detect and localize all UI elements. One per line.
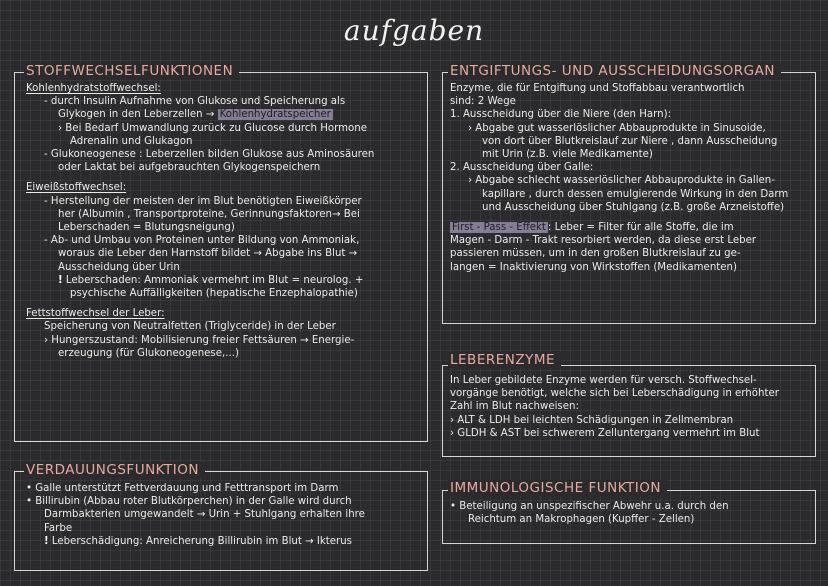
immunologische-content bbox=[450, 500, 812, 526]
fs-line: erzeugung (für Glukoneogenese,...) bbox=[58, 347, 239, 359]
entgiftung-line: mit Urin (z.B. viele Medikamente) bbox=[482, 149, 653, 161]
ew-line bbox=[26, 274, 422, 287]
highlight-first-pass: First - Pass - Effekt bbox=[452, 222, 546, 234]
verdauung-line: Darmbakterien umgewandelt → Urin + Stuhlgang erhalten ihre bbox=[44, 509, 365, 521]
leberenzyme-heading: LEBERENZYME bbox=[448, 352, 561, 368]
fs-line: › Hungerszustand: Mobilisierung freier Fettsäuren → Energie- bbox=[44, 334, 355, 346]
entgiftung-heading: ENTGIFTUNGS- UND AUSSCHEIDUNGSORGAN bbox=[448, 63, 781, 79]
entgiftung-line: und Ausscheidung über Stuhlgang (z.B. große Arzneistoffe) bbox=[482, 201, 785, 213]
highlight-kohlenhydratspeicher: Kohlenhydratspeicher bbox=[219, 109, 331, 121]
kh-title: Kohlenhydratstoffwechsel: bbox=[26, 83, 161, 94]
entgiftung-line: 1. Ausscheidung über die Niere (den Harn): bbox=[450, 109, 672, 121]
leberenzyme-line: vorgänge benötigt, welche sich bei Leberschädigung in erhöhter bbox=[450, 388, 779, 400]
entgiftung-line: Enzyme, die für Entgiftung und Stoffabbau verantwortlich bbox=[450, 83, 745, 94]
entgiftung-line: 2. Ausscheidung über Galle: bbox=[450, 162, 594, 174]
ew-line: Ausscheidung über Urin bbox=[58, 261, 180, 273]
ew-warn-text: Leberschaden: Ammoniak vermehrt im Blut = neurolog. + bbox=[65, 274, 364, 286]
entgiftung-content bbox=[450, 82, 812, 274]
verdauung-line: Farbe bbox=[44, 522, 73, 534]
verdauung-line: • Galle unterstützt Fettverdauung und Fetttransport im Darm bbox=[26, 483, 339, 494]
immunologische-line: Reichtum an Makrophagen (Kupffer - Zellen) bbox=[468, 514, 695, 526]
kh-line bbox=[26, 108, 422, 121]
ew-line: Leberschaden = Blutungsneigung) bbox=[58, 222, 235, 234]
ew-line: her (Albumin , Transportproteine, Gerinnungsfaktoren→ Bei bbox=[58, 208, 360, 220]
leberenzyme-line: › ALT & LDH bei leichten Schädigungen in Zellmembran bbox=[450, 414, 734, 426]
ew-line: - Ab- und Umbau von Proteinen unter Bildung von Ammoniak, bbox=[44, 235, 360, 247]
entgiftung-line: › Abgabe gut wasserlöslicher Abbauprodukte in Sinusoide, bbox=[468, 122, 766, 134]
exclamation-icon: ! bbox=[44, 535, 49, 547]
immunologische-line: • Beteiligung an unspezifischer Abwehr u.a. durch den bbox=[450, 501, 729, 512]
leberenzyme-line: In Leber gebildete Enzyme werden für versch. Stoffwechsel- bbox=[450, 375, 757, 386]
first-pass-line: Magen - Darm - Trakt resorbiert werden, da diese erst Leber bbox=[450, 235, 757, 247]
first-pass-line: passieren müssen, um in den großen Blutkreislauf zu ge- bbox=[450, 248, 741, 260]
kh-line: - Glukoneogenese : Leberzellen bilden Glukose aus Aminosäuren bbox=[44, 149, 375, 161]
kh-line-text: Glykogen in den Leberzellen → bbox=[58, 109, 215, 121]
entgiftung-line: sind: 2 Wege bbox=[450, 96, 516, 108]
ew-line: woraus die Leber den Harnstoff bildet → Abgabe ins Blut → bbox=[58, 248, 358, 260]
entgiftung-line: von dort über Blutkreislauf zur Niere , dann Ausscheidung bbox=[482, 135, 778, 147]
fs-line: Speicherung von Neutralfetten (Triglyceride) in der Leber bbox=[44, 321, 336, 333]
ew-line: psychische Auffälligkeiten (hepatische Enzephalopathie) bbox=[70, 288, 358, 300]
verdauung-line: • Billirubin (Abbau roter Blutkörperchen) in der Galle wird durch bbox=[26, 496, 352, 508]
ew-line: - Herstellung der meisten der im Blut benötigten Eiweißkörper bbox=[44, 195, 362, 207]
first-pass-line: langen = Inaktivierung von Wirkstoffen (Medikamenten) bbox=[450, 261, 737, 273]
kh-line: oder Laktat bei aufgebrauchten Glykogenspeichern bbox=[58, 162, 321, 174]
first-pass-text: : Leber = Filter für alle Stoffe, die im bbox=[547, 222, 734, 234]
leberenzyme-content bbox=[450, 374, 812, 440]
fs-title: Fettstoffwechsel der Leber: bbox=[26, 308, 165, 320]
entgiftung-line: › Abgabe schlecht wasserlöslicher Abbauprodukte in Gallen- bbox=[468, 175, 775, 187]
verdauung-line bbox=[26, 535, 422, 548]
ew-title: Eiweißstoffwechsel: bbox=[26, 182, 127, 194]
kh-line: - durch Insulin Aufnahme von Glukose und Speicherung als bbox=[44, 96, 346, 108]
verdauung-heading: VERDAUUNGSFUNKTION bbox=[24, 462, 205, 478]
kh-line: Adrenalin und Glukagon bbox=[70, 135, 193, 147]
first-pass-line bbox=[450, 221, 812, 234]
exclamation-icon: ! bbox=[58, 274, 63, 286]
stoffwechsel-content bbox=[26, 82, 422, 360]
page-title: aufgaben bbox=[343, 14, 485, 47]
entgiftung-line: kapillare , durch dessen emulgierende Wirkung in den Darm bbox=[482, 188, 789, 200]
leberenzyme-line: Zahl im Blut nachweisen: bbox=[450, 401, 579, 413]
leberenzyme-line: › GLDH & AST bei schwerem Zelluntergang vermehrt im Blut bbox=[450, 427, 760, 439]
verdauung-content bbox=[26, 482, 422, 548]
kh-line: › Bei Bedarf Umwandlung zurück zu Glucose durch Hormone bbox=[58, 122, 367, 134]
immunologische-heading: IMMUNOLOGISCHE FUNKTION bbox=[448, 480, 667, 496]
verdauung-warn-text: Leberschädigung: Anreicherung Billirubin im Blut → Ikterus bbox=[51, 535, 352, 547]
stoffwechsel-heading: STOFFWECHSELFUNKTIONEN bbox=[24, 63, 239, 79]
